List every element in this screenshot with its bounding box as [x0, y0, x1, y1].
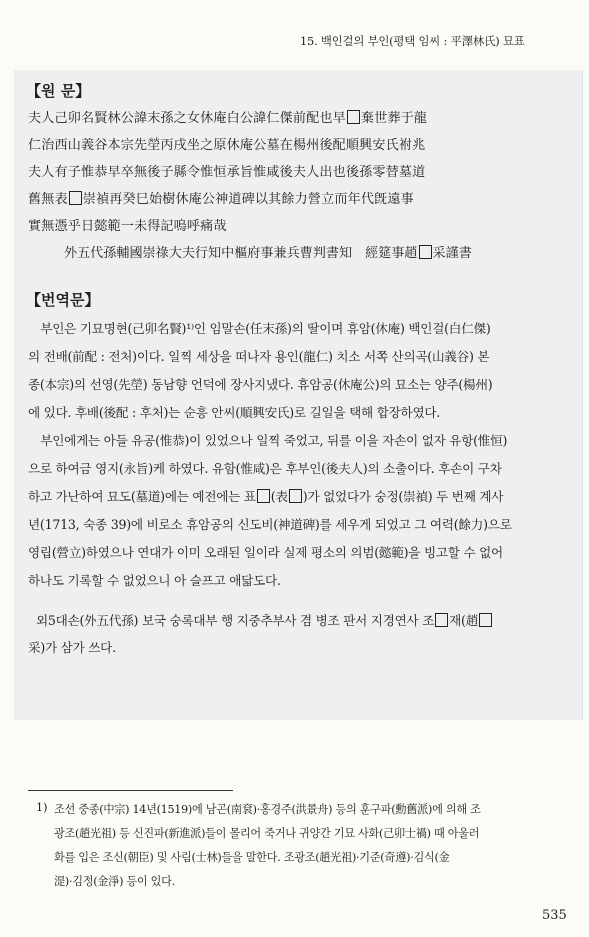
original-text-heading: 【원 문】 — [26, 82, 91, 100]
translation-author-part-b: 재(趙 — [449, 613, 479, 628]
running-header: 15. 백인걸의 부인(평택 임씨 : 平澤林氏) 묘표 — [300, 34, 525, 48]
translation-line-7-part-c: )가 없었다가 숭정(崇禎) 두 번째 계사 — [302, 489, 504, 504]
translation-author-line-2: 采)가 삼가 쓰다. — [28, 640, 116, 655]
original-line-1-part-b: 棄世葬于龍 — [360, 111, 428, 126]
original-line-2: 仁治西山義谷本宗先塋丙戌坐之原休庵公墓在楊州後配順興安氏祔兆 — [28, 138, 426, 153]
translation-line-5: 부인에게는 아들 유공(惟恭)이 있었으나 일찍 죽었고, 뒤를 이을 자손이 없자 유항(惟恒) — [28, 433, 508, 448]
missing-char-box — [289, 489, 302, 503]
original-line-4-part-b: 崇禎再癸巳始樹休庵公神道碑以其餘力營立而年代旣遠事 — [82, 192, 414, 207]
original-line-1-part-a: 夫人己卯名賢林公諱末孫之女休庵白公諱仁傑前配也早 — [28, 111, 346, 126]
footnote-line-2: 광조(趙光祖) 등 신진파(新進派)들이 몰리어 죽거나 귀양간 기묘 사화(己卯士禍) 때 아울러 — [54, 827, 480, 840]
missing-char-box — [257, 489, 270, 503]
translation-line-4: 에 있다. 후배(後配 : 후처)는 순흥 안씨(順興安氏)로 길일을 택해 합장하였다. — [28, 405, 441, 420]
footnote-line-4: 湜)·김정(金淨) 등이 있다. — [54, 875, 175, 888]
missing-char-box — [347, 110, 360, 124]
translation-line-8: 년(1713, 숙종 39)에 비로소 휴암공의 신도비(神道碑)를 세우게 되었고 그 여력(餘力)으로 — [28, 517, 512, 532]
footnote-number: 1) — [36, 801, 48, 814]
translation-line-10: 하나도 기록할 수 없었으니 아 슬프고 애닯도다. — [28, 573, 281, 588]
missing-char-box — [419, 245, 432, 259]
translation-line-6: 으로 하여금 영지(永旨)케 하였다. 유함(惟咸)은 후부인(後夫人)의 소출이다. 후손이 구차 — [28, 461, 502, 476]
original-line-4 — [28, 188, 414, 207]
original-line-4-part-a: 舊無表 — [28, 192, 68, 207]
missing-char-box — [69, 191, 82, 205]
original-line-1 — [28, 107, 427, 126]
translation-line-7-part-a: 하고 가난하여 묘도(墓道)에는 예전에는 표 — [28, 489, 256, 504]
original-author-part-a: 外五代孫輔國崇祿大夫行知中樞府事兼兵曹判書知 經筵事趙 — [64, 246, 418, 261]
translation-author-line-1 — [36, 610, 493, 629]
original-line-3: 夫人有子惟恭早卒無後子縣令惟恒承旨惟咸後夫人出也後孫零替墓道 — [28, 165, 426, 180]
translation-line-7 — [28, 486, 503, 505]
page-number: 535 — [542, 908, 567, 923]
footnote-divider — [28, 790, 233, 791]
original-author-line — [64, 242, 472, 261]
translation-line-1: 부인은 기묘명현(己卯名賢)¹⁾인 임말손(任末孫)의 딸이며 휴암(休庵) 백인걸(白仁傑) — [28, 321, 491, 336]
original-author-part-b: 采謹書 — [432, 246, 472, 261]
translation-author-part-a: 외5대손(外五代孫) 보국 숭록대부 행 지중추부사 겸 병조 판서 지경연사 조 — [36, 613, 435, 628]
missing-char-box — [435, 613, 448, 627]
translation-line-2: 의 전배(前配 : 전처)이다. 일찍 세상을 떠나자 용인(龍仁) 치소 서쪽 산의곡(山義谷) 본 — [28, 349, 490, 364]
translation-line-7-part-b: (表 — [270, 489, 288, 504]
footnote-line-3: 화를 입은 조신(朝臣) 및 사림(士林)들을 말한다. 조광조(趙光祖)·기준(奇遵)·김식(金 — [54, 851, 450, 864]
original-line-5: 實無憑乎日懿範一未得記嗚呼痛哉 — [28, 219, 227, 234]
footnote-line-1: 조선 중종(中宗) 14년(1519)에 남곤(南袞)·홍경주(洪景舟) 등의 훈구파(勳舊派)에 의해 조 — [54, 803, 481, 816]
missing-char-box — [479, 613, 492, 627]
translation-line-9: 영립(營立)하였으나 연대가 이미 오래된 일이라 실제 평소의 의범(懿範)을 빙고할 수 없어 — [28, 545, 503, 560]
translation-line-3: 종(本宗)의 선영(先塋) 동남향 언덕에 장사지냈다. 휴암공(休庵公)의 묘소는 양주(楊州) — [28, 377, 493, 392]
translation-heading: 【번역문】 — [26, 291, 100, 309]
